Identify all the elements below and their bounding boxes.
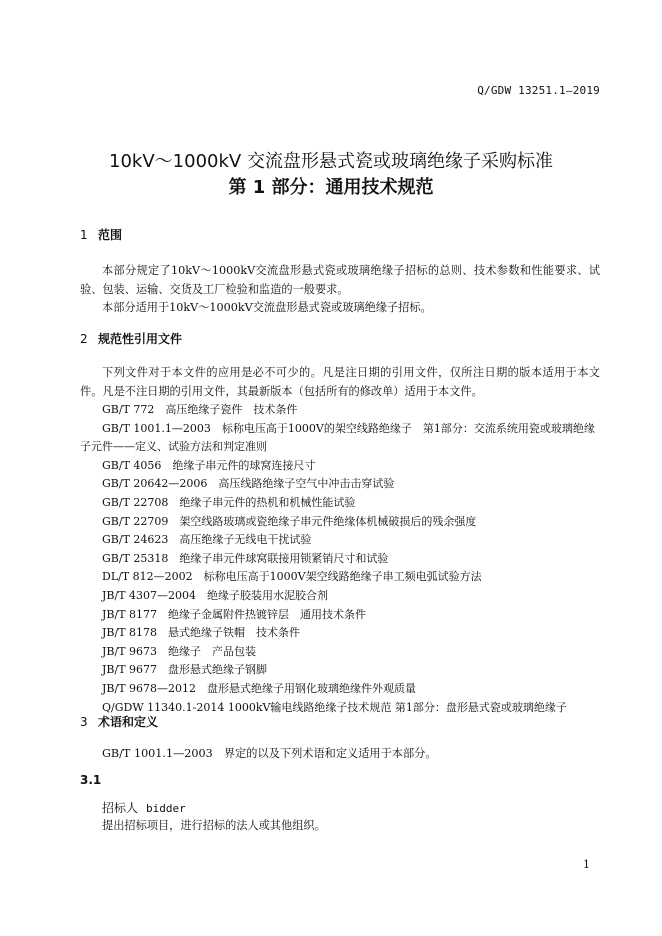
- reference-item: JB/T 9673 绝缘子 产品包装: [102, 644, 257, 658]
- reference-item: GB/T 1001.1—2003 标称电压高于1000V的架空线路绝缘子 第1部分：交流系统用瓷或玻璃绝缘子元件——定义、试验方法和判定准则: [80, 421, 595, 454]
- section-2-intro-text: 下列文件对于本文件的应用是必不可少的。凡是注日期的引用文件，仅所注日期的版本适用于本文件。凡是不注日期的引用文件，其最新版本（包括所有的修改单）适用于本文件。: [80, 366, 600, 398]
- section-1-body: [80, 262, 600, 318]
- reference-item: DL/T 812—2002 标称电压高于1000V架空线路绝缘子串工频电弧试验方法: [102, 570, 482, 584]
- reference-item: GB/T 22708 绝缘子串元件的热机和机械性能试验: [102, 495, 356, 509]
- section-3-intro-text: GB/T 1001.1—2003 界定的以及下列术语和定义适用于本部分。: [102, 747, 437, 760]
- term-number: 3.1: [80, 773, 102, 787]
- reference-list: [80, 401, 600, 717]
- standard-code: Q/GDW 13251.1—2019: [477, 84, 600, 97]
- term-entry: [102, 799, 186, 816]
- section-1-paragraph: 本部分规定了10kV～1000kV交流盘形悬式瓷或玻璃绝缘子招标的总则、技术参数和性能要求、试验、包装、运输、交货及工厂检验和监造的一般要求。: [80, 264, 600, 296]
- reference-item: GB/T 24623 高压绝缘子无线电干扰试验: [102, 533, 312, 547]
- page-number: 1: [583, 858, 590, 871]
- section-2-number: 2: [80, 332, 88, 346]
- reference-item: JB/T 8178 悬式绝缘子铁帽 技术条件: [102, 626, 301, 640]
- reference-item: GB/T 25318 绝缘子串元件球窝联接用锁紧销尺寸和试验: [102, 551, 389, 565]
- section-2-heading: [80, 330, 182, 347]
- section-1-heading: [80, 226, 122, 243]
- section-3-intro: [80, 745, 600, 764]
- term-definition: [102, 817, 582, 836]
- reference-item: GB/T 20642—2006 高压线路绝缘子空气中冲击击穿试验: [102, 477, 395, 491]
- reference-item: GB/T 4056 绝缘子串元件的球窝连接尺寸: [102, 458, 316, 472]
- section-1-title: 范围: [98, 228, 123, 242]
- reference-item: JB/T 9677 盘形悬式绝缘子钢脚: [102, 663, 268, 677]
- section-1-number: 1: [80, 228, 88, 242]
- reference-item: GB/T 772 高压绝缘子瓷件 技术条件: [102, 403, 298, 416]
- reference-item: Q/GDW 11340.1-2014 1000kV输电线路绝缘子技术规范 第1部分：盘形悬式瓷或玻璃绝缘子: [102, 700, 567, 714]
- document-subtitle: 第 1 部分：通用技术规范: [228, 177, 434, 198]
- term-english: bidder: [146, 802, 186, 815]
- term-chinese: 招标人: [102, 801, 139, 815]
- section-1-paragraph: 本部分适用于10kV～1000kV交流盘形悬式瓷或玻璃绝缘子招标。: [102, 301, 432, 314]
- section-2-title: 规范性引用文件: [98, 332, 183, 346]
- section-3-title: 术语和定义: [98, 715, 159, 729]
- document-title: 10kV～1000kV 交流盘形悬式瓷或玻璃绝缘子采购标准: [109, 151, 553, 172]
- term-definition-text: 提出招标项目，进行招标的法人或其他组织。: [102, 819, 326, 832]
- reference-item: JB/T 4307—2004 绝缘子胶装用水泥胶合剂: [102, 588, 329, 602]
- reference-item: JB/T 9678—2012 盘形悬式绝缘子用钢化玻璃绝缘件外观质量: [102, 681, 417, 695]
- reference-item: GB/T 22709 架空线路玻璃或瓷绝缘子串元件绝缘体机械破损后的残余强度: [102, 514, 477, 528]
- section-3-heading: [80, 713, 158, 730]
- section-2-intro: [80, 364, 600, 401]
- reference-item: JB/T 8177 绝缘子金属附件热镀锌层 通用技术条件: [102, 607, 367, 621]
- section-3-number: 3: [80, 715, 88, 729]
